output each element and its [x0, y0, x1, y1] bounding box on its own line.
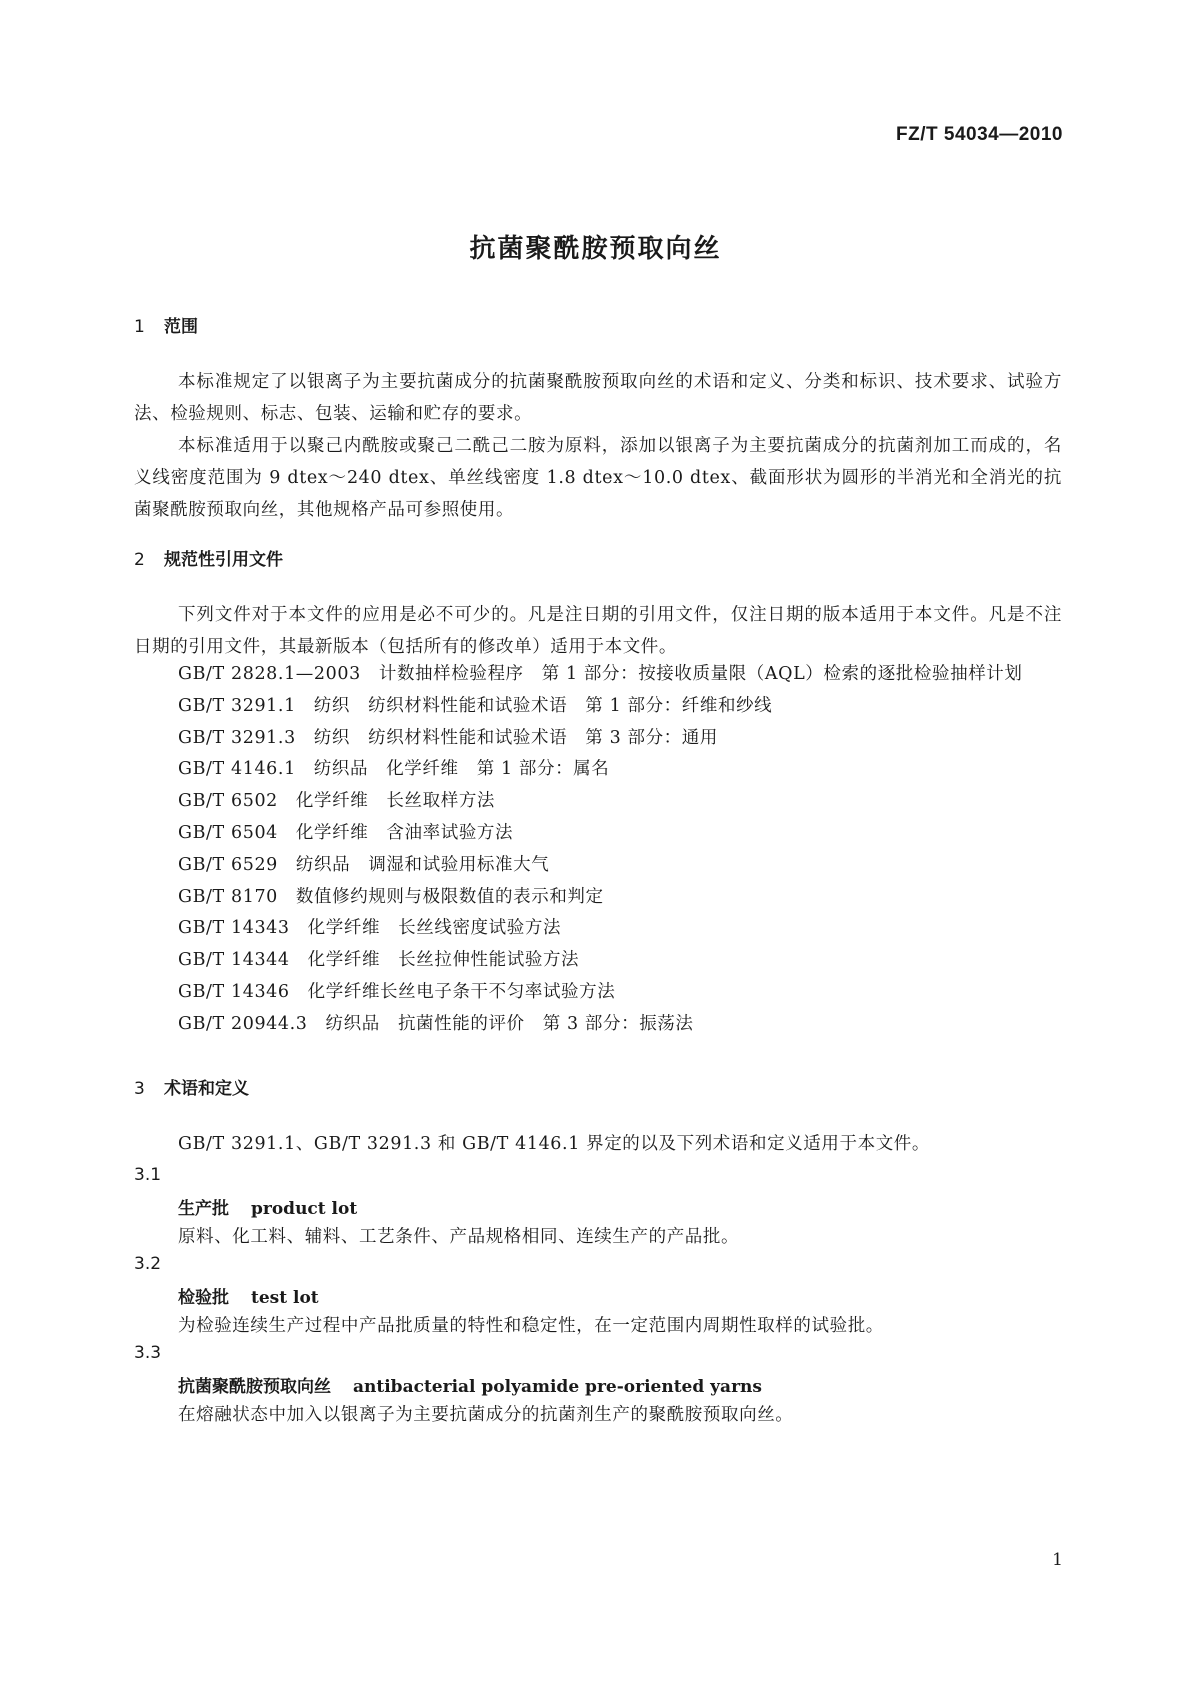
- reference-item: [134, 882, 1062, 914]
- ref-title: 纺织品 化学纤维 第 1 部分：属名: [313, 759, 610, 780]
- reference-item: [134, 818, 1062, 850]
- section-1-heading: [134, 312, 198, 337]
- reference-list: [134, 659, 1062, 1041]
- section-number: 1: [134, 317, 145, 337]
- section-title: 术语和定义: [164, 1079, 249, 1099]
- standard-code: FZ/T 54034—2010: [896, 124, 1063, 145]
- section-title: 范围: [164, 317, 198, 337]
- term-number: 3.2: [134, 1254, 162, 1274]
- ref-code: GB/T 4146.1: [178, 759, 296, 780]
- ref-code: GB/T 14343: [178, 918, 290, 939]
- terms-intro: GB/T 3291.1、GB/T 3291.3 和 GB/T 4146.1 界定的以及下列术语和定义适用于本文件。: [178, 1134, 930, 1154]
- ref-title: 纺织品 调湿和试验用标准大气: [295, 854, 550, 875]
- reference-item: [134, 913, 1062, 945]
- term-definition: 为检验连续生产过程中产品批质量的特性和稳定性，在一定范围内周期性取样的试验批。: [178, 1316, 884, 1336]
- reference-item: [134, 1009, 1062, 1041]
- term-zh: 抗菌聚酰胺预取向丝: [178, 1377, 331, 1397]
- ref-code: GB/T 8170: [178, 886, 278, 907]
- document-title: 抗菌聚酰胺预取向丝: [469, 234, 722, 264]
- term-name: [178, 1194, 357, 1219]
- reference-item: [134, 723, 1062, 755]
- ref-code: GB/T 20944.3: [178, 1013, 308, 1034]
- ref-code: GB/T 14346: [178, 981, 290, 1002]
- term-en: test lot: [251, 1288, 319, 1308]
- term-zh: 生产批: [178, 1199, 229, 1219]
- term-name: [178, 1283, 319, 1308]
- ref-title: 计数抽样检验程序 第 1 部分：按接收质量限（AQL）检索的逐批检验抽样计划: [378, 664, 1023, 684]
- reference-item: [134, 659, 1062, 691]
- reference-item: [134, 754, 1062, 786]
- term-en: product lot: [251, 1199, 358, 1219]
- section-2-heading: [134, 545, 283, 570]
- ref-code: GB/T 3291.3: [178, 727, 296, 748]
- ref-code: GB/T 6504: [178, 822, 278, 843]
- term-definition: 在熔融状态中加入以银离子为主要抗菌成分的抗菌剂生产的聚酰胺预取向丝。: [178, 1405, 794, 1425]
- reference-item: [134, 786, 1062, 818]
- term-number: 3.1: [134, 1165, 162, 1185]
- reference-item: [134, 691, 1062, 723]
- ref-code: GB/T 6529: [178, 854, 278, 875]
- term-zh: 检验批: [178, 1288, 229, 1308]
- term-definition: 原料、化工料、辅料、工艺条件、产品规格相同、连续生产的产品批。: [178, 1227, 740, 1247]
- section-number: 3: [134, 1079, 145, 1099]
- section-3-heading: [134, 1074, 249, 1099]
- ref-title: 化学纤维长丝电子条干不匀率试验方法: [307, 981, 616, 1002]
- ref-title: 化学纤维 含油率试验方法: [295, 822, 514, 843]
- scope-paragraph-2: 本标准适用于以聚己内酰胺或聚己二酰己二胺为原料，添加以银离子为主要抗菌成分的抗菌剂加工而成的，名义线密度范围为 9 dtex～240 dtex、单丝线密度 1.8 dtex～10.0 dtex、截面形状为圆形的半消光和全消光的抗菌聚酰胺预取向丝，其他规格产品可参照使用。: [134, 436, 1062, 520]
- ref-title: 化学纤维 长丝取样方法: [295, 791, 496, 812]
- ref-title: 化学纤维 长丝线密度试验方法: [307, 918, 562, 939]
- refs-intro: 下列文件对于本文件的应用是必不可少的。凡是注日期的引用文件，仅注日期的版本适用于本文件。凡是不注日期的引用文件，其最新版本（包括所有的修改单）适用于本文件。: [134, 605, 1062, 657]
- ref-code: GB/T 2828.1—2003: [178, 664, 361, 684]
- ref-code: GB/T 3291.1: [178, 695, 296, 716]
- ref-title: 化学纤维 长丝拉伸性能试验方法: [307, 950, 580, 971]
- ref-code: GB/T 6502: [178, 791, 278, 812]
- ref-title: 数值修约规则与极限数值的表示和判定: [295, 886, 604, 907]
- section-number: 2: [134, 550, 145, 570]
- reference-item: [134, 850, 1062, 882]
- reference-item: [134, 977, 1062, 1009]
- ref-code: GB/T 14344: [178, 950, 290, 971]
- reference-item: [134, 945, 1062, 977]
- scope-paragraph-1: 本标准规定了以银离子为主要抗菌成分的抗菌聚酰胺预取向丝的术语和定义、分类和标识、技术要求、试验方法、检验规则、标志、包装、运输和贮存的要求。: [134, 372, 1062, 424]
- term-name: [178, 1372, 762, 1397]
- ref-title: 纺织 纺织材料性能和试验术语 第 3 部分：通用: [313, 727, 718, 748]
- ref-title: 纺织品 抗菌性能的评价 第 3 部分：振荡法: [325, 1013, 694, 1034]
- page-number: 1: [1052, 1550, 1063, 1570]
- section-title: 规范性引用文件: [164, 550, 283, 570]
- term-en: antibacterial polyamide pre-oriented yarns: [353, 1377, 762, 1397]
- term-number: 3.3: [134, 1343, 162, 1363]
- ref-title: 纺织 纺织材料性能和试验术语 第 1 部分：纤维和纱线: [313, 695, 773, 716]
